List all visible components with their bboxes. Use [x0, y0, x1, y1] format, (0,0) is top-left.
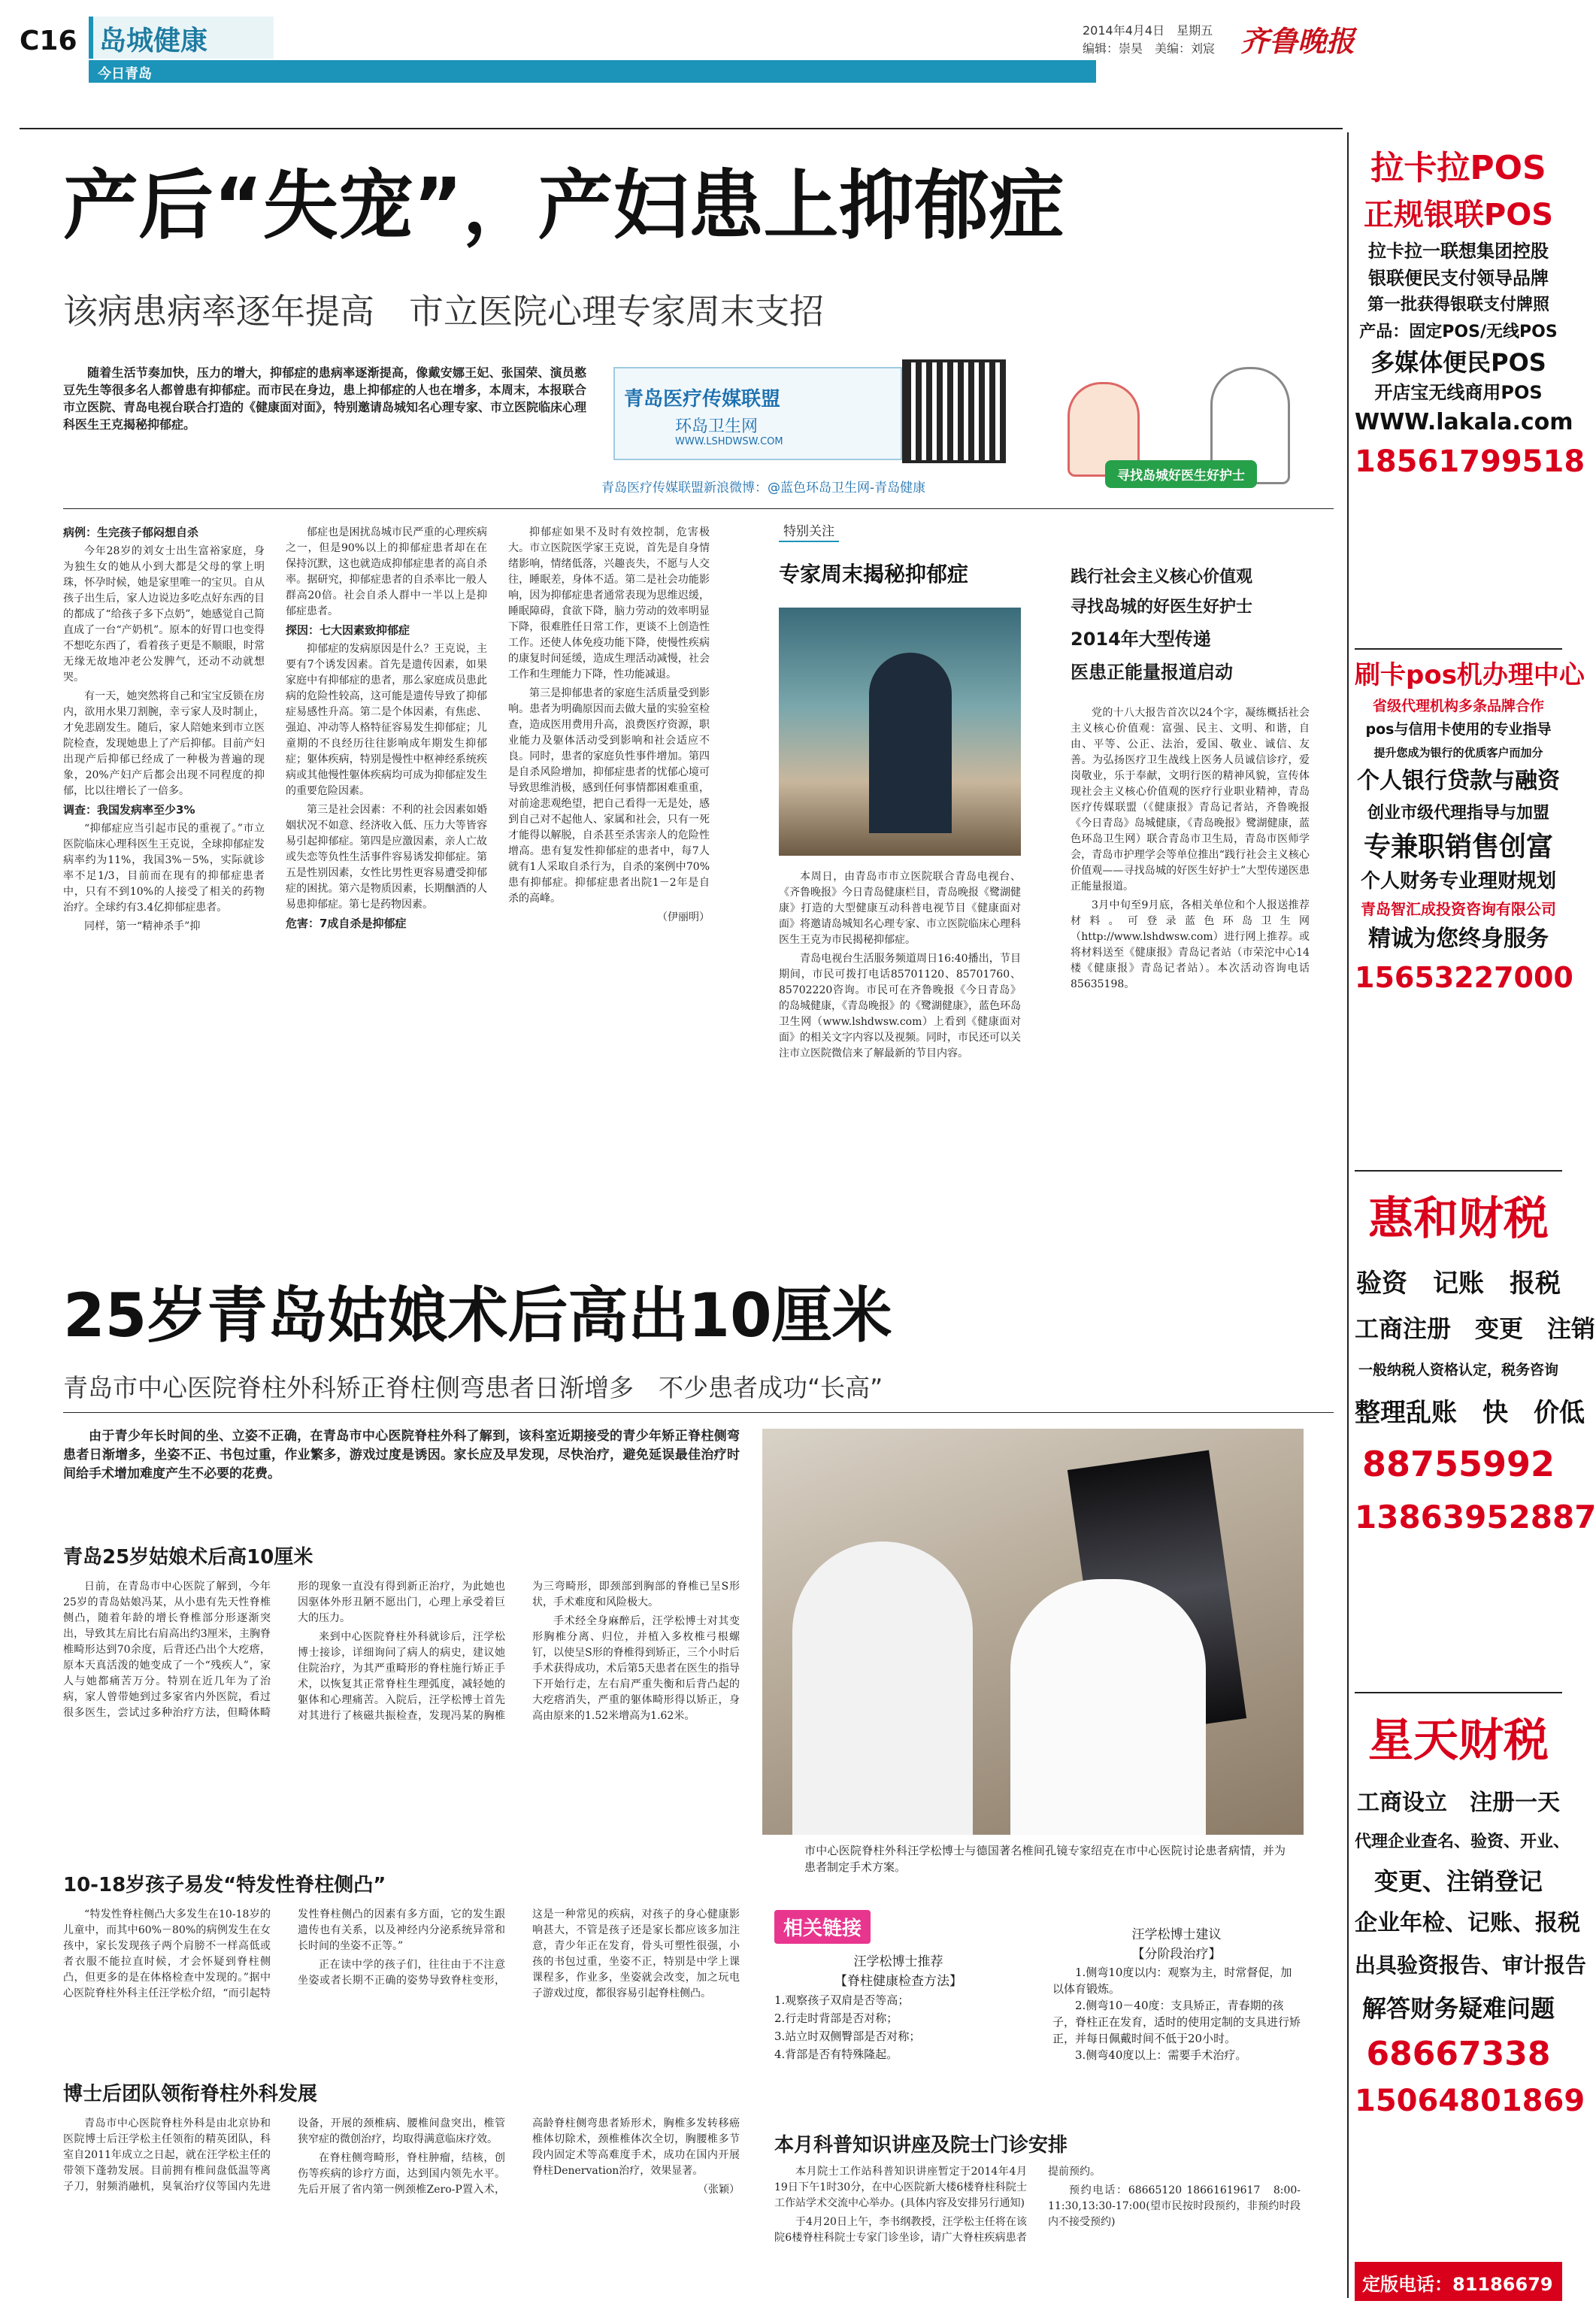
page-header	[0, 0, 1582, 89]
ad-separator	[1355, 1692, 1562, 1693]
expert-tv-photo	[779, 608, 1021, 856]
caption-text: 市中心医院脊柱外科汪学松博士与德国著名椎间孔镜专家绍克在市中心医院讨论患者病情，并为患者制定手术方案。	[804, 1844, 1286, 1874]
pos-ad-line: 创业市级代理指导与加盟	[1367, 804, 1549, 823]
article1-col5	[1071, 705, 1310, 996]
pos-ad-line: 专兼职销售创富	[1363, 832, 1553, 862]
section-subtitle-bar	[89, 60, 1096, 83]
col2-para: 郁症也是困扰岛城市民严重的心理疾病之一，但是90%以上的抑郁症患者却在在保持沉默，这也就造成抑郁症患者的高自杀率。据研究，抑郁症患者的自杀率比一般人群高20倍。社会自杀人群中一半以上是抑郁症患者。	[286, 526, 487, 617]
weibo-line: 青岛医疗传媒联盟新浪微博：@蓝色环岛卫生网-青岛健康	[601, 480, 926, 496]
a2-author: （张颖）	[698, 2184, 740, 2196]
article2-headline: 25岁青岛姑娘术后高出10厘米	[63, 1281, 892, 1351]
issue-date: 2014年4月4日 星期五	[1083, 23, 1213, 38]
section-subtitle: 今日青岛	[98, 66, 152, 82]
a2-section1	[63, 1579, 740, 1724]
col1-para: 有一天，她突然将自己和宝宝反锁在房内，欲用水果刀割腕，幸亏家人及时制止，才免悲剧发生。随后，家人陪她来到市立医院检查，发现她患上了产后抑郁。目前产妇出现产后抑郁已经成了一种极为普遍的现象，20%产妇产后都会出现不同程度的抑郁，比以往增长了一倍多。	[63, 690, 265, 797]
pos-ad-line: pos与信用卡使用的专业指导	[1365, 721, 1552, 738]
page-number: C16	[20, 26, 77, 56]
col5-title-line: 医患正能量报道启动	[1071, 662, 1233, 683]
article2-divider	[63, 1412, 1334, 1413]
pos-ad-line: 个人银行贷款与融资	[1357, 768, 1560, 794]
huihe-ad-line: 工商注册 变更 注销	[1355, 1314, 1596, 1343]
a2-heading3: 博士后团队领衔脊柱外科发展	[63, 2083, 318, 2105]
section-title: 岛城健康	[99, 26, 208, 56]
tips1-box	[774, 1952, 1022, 2063]
tips1-item: 2.行走时背部是否对称；	[774, 2011, 898, 2025]
huihe-ad-phone: 13863952887	[1355, 1499, 1596, 1535]
huihe-ad-phone: 88755992	[1361, 1444, 1555, 1484]
tips2-item: 2.侧弯10－40度：支具矫正，青春期的孩子，脊柱正在发育，适时的使用定制的支具进行矫正，并每日佩戴时间不低于20小时。	[1052, 1999, 1301, 2045]
xingtian-ad-line: 企业年检、记账、报税	[1355, 1910, 1580, 1936]
tips2-subtitle: 【分阶段治疗】	[1131, 1947, 1222, 1962]
notice-title: 本月科普知识讲座及院士门诊安排	[774, 2134, 1068, 2157]
col1-para: 同样，第一“精神杀手”抑	[84, 920, 201, 932]
article1-intro	[63, 364, 586, 436]
notice-para: 预约电话：68665120 18661619617 8:00-11:30,13:30-17:00(望市民按时段预约，非预约时段内不接受预约)	[1048, 2184, 1301, 2228]
qr-code-icon	[902, 359, 1006, 463]
pos-ad-phone: 15653227000	[1355, 961, 1573, 994]
expert-figure	[869, 653, 952, 833]
col5-title-block	[1071, 562, 1326, 689]
col1-para: 今年28岁的刘女士出生富裕家庭，身为独生女的她从小到大都是父母的掌上明珠，怀孕时候，她是家里唯一的宝贝。自从孩子出生后，家人边说边多吃点好东西的目的都成了“给孩子多下点奶”，她感觉自己简直成了一台“产奶机”。原本的好胃口也变得不想吃东西了，看着孩子更是不顺眼，时常无缘无故地冲老公发脾气，还动不动就想哭。	[63, 545, 265, 684]
col2-para: 抑郁症的发病原因是什么？王克说，主要有7个诱发因素。首先是遗传因素，如果家庭中有抑郁症的患者，那么家庭成员患此病的危险性较高，这可能是遗传导致了抑郁症易感性升高。第二是个体因素，有焦虑、强迫、冲动等人格特征容易发生抑郁症；儿童期的不良经历往往影响成年期发生抑郁症；躯体疾病，特别是慢性中枢神经系统疾病或其他慢性躯体疾病均可成为抑郁症发生的重要危险因素。	[286, 643, 487, 797]
article1-col4	[779, 869, 1021, 1065]
tips1-subtitle: 【脊柱健康检查方法】	[834, 1974, 962, 1989]
huihe-ad-line: 惠和财税	[1368, 1193, 1549, 1245]
col5-para: 党的十八大报告首次以24个字，凝练概括社会主义核心价值观：富强、民主、文明、和谐，自由、平等、公正、法治，爱国、敬业、诚信、友善。为弘扬医疗卫生战线上医务人员诚信诊疗，爱岗敬业，乐于奉献，文明行医的精神风貌，宣传体现社会主义核心价值观的医疗行业职业精神，青岛医疗传媒联盟（《健康报》青岛记者站，齐鲁晚报《今日青岛》岛城健康，《青岛晚报》鹭湖健康，蓝色环岛卫生网）联合青岛市卫生局，青岛市医师学会，青岛市护理学会等单位推出“践行社会主义核心价值观——寻找岛城的好医生好护士”大型传递医患正能量报道。	[1071, 707, 1310, 893]
tips2-title: 汪学松博士建议	[1131, 1927, 1222, 1942]
xingtian-ad-line: 出具验资报告、审计报告	[1355, 1953, 1587, 1978]
tips1-item: 3.站立时双侧臀部是否对称；	[774, 2030, 921, 2043]
alliance-logo-text: 青岛医疗传媒联盟	[624, 388, 781, 411]
col3-para: 抑郁症如果不及时有效控制，危害极大。市立医院医学家王克说，首先是自身情绪影响，情绪低落，兴趣丧失，不愿与人交往，睡眠差，身体不适。第二是社会功能影响，因为抑郁症患者通常表现为思维迟缓，睡眠障碍，食欲下降，脑力劳动的效率明显下降，很难胜任日常工作，更谈不上创造性工作。还使人体免疫功能下降，使慢性疾病的康复时间延缓，造成生理活动减慢，社会工作和生理能力下降，性功能减退。	[508, 526, 710, 681]
col2-heading2: 危害：7成自杀是抑郁症	[286, 917, 407, 930]
article1-col1	[63, 525, 265, 938]
huihe-ad-line: 一般纳税人资格认定，税务咨询	[1358, 1362, 1558, 1378]
xingtian-ad-phone: 15064801869	[1355, 2084, 1585, 2118]
a2-s3-para: 青岛市中心医院脊柱外科是由北京协和医院博士后汪学松主任领衔的精英团队，科室自2011年成立之日起，就在汪学松主任的带领下蓬勃发展。目前拥有椎间盘低温等离子刀，射频消融机，臭氧治疗仪等国内先进设备，开展的颈椎病、腰椎间盘突出，椎管狭窄症的微创治疗，均取得满意临床疗效。	[63, 2117, 505, 2193]
xingtian-tax-ad	[1355, 1699, 1587, 2253]
a2-s1-para: 手术经全身麻醉后，汪学松博士对其变形胸椎分离、归位，并植入多枚椎弓根螺钉，以使呈S形的脊椎得到矫正，三个小时后手术获得成功，术后第5天患者在医生的指导下开始行走，左右肩严重失衡和后背凸起的大疙瘩消失，严重的躯体畸形得以矫正，身高由原来的1.52米增高为1.62米。	[532, 1615, 740, 1722]
photo-caption	[804, 1842, 1286, 1878]
alliance-sub-text: 环岛卫生网	[675, 417, 759, 436]
a2-s3-para: 在脊柱侧弯畸形，脊柱肿瘤，结核，创伤等疾病的诊疗方面，达到国内领先水平。先后开展了省内第一例颈椎Zero-P置入术，高龄脊柱侧弯患者矫形术，胸椎多发转移癌椎体切除术，颈椎椎体次全切，胸腰椎多节段内固定术等高难度手术，成功在国内开展脊柱Denervation治疗，效果显著。	[298, 2117, 740, 2196]
col4-para: 青岛电视台生活服务频道周日16:40播出，节目期间，市民可拨打电话85701120、85701760、85702220咨询。市民可在齐鲁晚报《今日青岛》的岛城健康，《青岛晚报》的《鹭湖健康》，蓝色环岛卫生网（www.lshdwsw.com）上看到《健康面对面》的相关文字内容以及视频。同时，市民还可以关注市立医院微信来了解最新的节目内容。	[779, 953, 1021, 1059]
special-focus-kicker: 特别关注	[779, 519, 839, 542]
tips2-item: 1.侧弯10度以内：观察为主，时常督促，加以体育锻炼。	[1052, 1966, 1292, 1996]
article1-headline: 产后“失宠”，产妇患上抑郁症	[63, 162, 1065, 250]
newspaper-logo: 齐鲁晚报	[1240, 24, 1355, 58]
intro-text: 随着生活节奏加快，压力的增大，抑郁症的患病率逐渐提高，像戴安娜王妃、张国荣、演员憨豆先生等很多名人都曾患有抑郁症。而市民在身边，患上抑郁症的人也在增多，本周末，本报联合市立医院、青岛电视台联合打造的《健康面对面》，特别邀请岛城知名心理专家、市立医院临床心理科医生王克揭秘抑郁症。	[63, 365, 587, 432]
article1-subhead: 该病患病率逐年提高 市立医院心理专家周末支招	[63, 291, 824, 332]
xingtian-ad-line: 星天财税	[1368, 1714, 1549, 1767]
notice-body	[774, 2164, 1301, 2246]
xingtian-ad-line: 代理企业查名、验资、开业、	[1355, 1833, 1570, 1851]
lakala-ad-line: 产品：固定POS/无线POS	[1359, 323, 1558, 341]
lakala-ad-line: WWW.lakala.com	[1355, 409, 1573, 435]
ad-hotline: 定版电话：81186679	[1362, 2274, 1553, 2295]
article1-col3	[508, 525, 710, 929]
alliance-url: WWW.LSHDWSW.COM	[675, 436, 783, 447]
tips1-item: 1.观察孩子双肩是否等高；	[774, 1993, 910, 2007]
col5-title-line: 践行社会主义核心价值观	[1071, 568, 1253, 587]
huihe-ad-line: 验资 记账 报税	[1356, 1269, 1561, 1299]
a2-heading2: 10-18岁孩子易发“特发性脊柱侧凸”	[63, 1874, 386, 1896]
ad-separator	[1355, 1170, 1562, 1172]
a2-s1-para: 来到中心医院脊柱外科就诊后，汪学松博士接诊，详细询问了病人的病史，建议她住院治疗，为其严重畸形的脊柱施行矫正手术，以恢复其正常脊柱生理弧度，减轻她的躯体和心理痛苦。入院后，汪学松博士首先对其进行了核磁共振检查，发现冯某的胸椎为三弯畸形，即颈部到胸部的脊椎已呈S形状，手术难度和风险极大。	[298, 1581, 740, 1722]
pos-ad-line: 刷卡pos机办理中心	[1355, 660, 1585, 690]
pos-ad-line: 精诚为您终身服务	[1368, 926, 1549, 952]
pos-ad-line: 个人财务专业理财规划	[1360, 870, 1556, 893]
lakala-ad-line: 第一批获得银联支付牌照	[1367, 296, 1549, 314]
header-rule	[20, 128, 1343, 129]
ad-separator	[1355, 648, 1562, 650]
col1-heading1: 病例：生完孩子郁闷想自杀	[63, 526, 199, 539]
article1-col2	[286, 525, 487, 935]
article2-lead	[63, 1427, 740, 1487]
huihe-tax-ad	[1355, 1178, 1596, 1689]
a2-s2-para: “特发性脊柱侧凸大多发生在10-18岁的儿童中，而其中60%－80%的病例发生在女孩中，家长发现孩子两个肩膀不一样高低或者衣服不能拉直时候，才会怀疑到脊柱侧凸，但更多的是在体格检查中发现的。”据中心医院脊柱外科主任汪学松介绍，“而引起特发性脊柱侧凸的因素有多方面，它的发生跟遗传也有关系，以及神经内分泌系统异常和长时间的坐姿不正等。”	[63, 1908, 505, 1999]
a2-s1-para: 日前，在青岛市中心医院了解到，今年25岁的青岛姑娘冯某，从小患有先天性脊椎侧凸，随着年龄的增长脊椎部分形逐渐突出，导致其左肩比右肩高出约3厘米，主胸脊椎畸形达到70余度，后背还凸出个大疙瘩，原本天真活泼的她变成了一个“残疾人”，家人与她都痛苦万分。特别在近几年为了治病，家人曾带她到过多家省内外医院，看过很多医生，尝试过多种治疗方法，但畸体畸形的现象一直没有得到新正治疗，为此她也因驱体外形丑陋不愿出门，心理上承受着巨大的压力。	[63, 1581, 505, 1719]
col2-heading1: 探因：七大因素致抑郁症	[286, 623, 410, 637]
xingtian-ad-phone: 68667338	[1366, 2035, 1551, 2073]
tips2-box	[1052, 1925, 1301, 2063]
col4-para: 本周日，由青岛市市立医院联合青岛电视台、《齐鲁晚报》今日青岛健康栏目，青岛晚报《鹭湖健康》打造的大型健康互动科普电视节目《健康面对面》将邀请岛城知名心理专家、市立医院临床心理科医生王克为市民揭秘抑郁症。	[779, 871, 1021, 946]
related-link-badge: 相关链接	[774, 1910, 871, 1944]
lakala-ad	[1355, 144, 1585, 641]
xingtian-ad-line: 变更、注销登记	[1373, 1867, 1543, 1896]
editors: 编辑：崇昊 美编：刘宸	[1083, 41, 1216, 56]
a2-s2-para: 正在读中学的孩子们，往往由于不注意坐姿或者长期不正确的姿势导致脊柱变形，这是一种常见的疾病，对孩子的身心健康影响甚大，不管是孩子还是家长都应该多加注意，青少年正在发育，骨头可塑性很强，小孩的书包过重，坐姿不正，特别是中学上课课程多，作业多，坐姿就会改变，加之玩电子游戏过度，都很容易引起脊柱侧凸。	[298, 1908, 740, 1999]
pos-ad-line: 青岛智汇成投资咨询有限公司	[1361, 900, 1556, 918]
article2-subhead: 青岛市中心医院脊柱外科矫正脊柱侧弯患者日渐增多 不少患者成功“长高”	[63, 1373, 883, 1402]
doctors-xray-photo	[762, 1429, 1304, 1835]
col5-para: 3月中旬至9月底，各相关单位和个人报送推荐材料。可登录蓝色环岛卫生网（http://www.lshdwsw.com）进行网上推荐。或将材料送至《健康报》青岛记者站（市荣沱中心14楼《健康报》青岛记者站）。本次活动咨询电话85635198。	[1071, 899, 1310, 990]
lakala-ad-phone: 18561799518	[1355, 444, 1585, 479]
lakala-ad-line: 开店宝无线商用POS	[1374, 382, 1543, 403]
col1-heading2: 调查：我国发病率至少3%	[63, 803, 195, 817]
doctor-left-figure	[792, 1541, 973, 1835]
tips1-item: 4.背部是否有特殊隆起。	[774, 2048, 898, 2061]
col4-title: 专家周末揭秘抑郁症	[779, 562, 969, 587]
notice-para: 本月院士工作站科普知识讲座暂定于2014年4月19日下午1时30分，在中心医院新大楼6楼脊柱科院士工作站学术交流中心举办。(具体内容及安排另行通知)	[774, 2166, 1027, 2209]
col3-author: （伊丽明）	[657, 911, 710, 923]
pos-ad-line: 提升您成为银行的优质客户而加分	[1373, 746, 1543, 759]
a2-heading1: 青岛25岁姑娘术后高10厘米	[63, 1546, 313, 1569]
tips1-title: 汪学松博士推荐	[853, 1954, 943, 1969]
article1-divider	[63, 508, 1334, 509]
pos-ad-line: 省级代理机构多条品牌合作	[1372, 698, 1544, 714]
col1-para: “抑郁症应当引起市民的重视了。”市立医院临床心理科医生王克说，全球抑郁症发病率约为11%，我国3%－5%，实际就诊率不足1/3，目前而在现有的抑郁症患者中，只有不到10%的人接受了相关的药物治疗。全球约有3.4亿抑郁症患者。	[63, 823, 265, 914]
lakala-ad-line: 拉卡拉一联想集团控股	[1368, 241, 1549, 262]
lakala-ad-line: 多媒体便民POS	[1370, 348, 1546, 377]
lakala-ad-line: 正规银联POS	[1363, 198, 1554, 232]
alliance-logo-box	[613, 367, 902, 460]
banner-text: 寻找岛城好医生好护士	[1105, 460, 1257, 488]
col5-title-line: 2014年大型传递	[1071, 629, 1211, 650]
xingtian-ad-line: 工商设立 注册一天	[1357, 1790, 1560, 1816]
col3-para: 第三是抑郁患者的家庭生活质量受到影响。患者为明确原因而去做大量的实验室检查，造成医用费用升高，浪费医疗资源，职业能力及躯体活动受到影响和社会适应不良。同时，患者的家庭负性事件增加。第四是自杀风险增加，抑郁症患者的忧郁心境可导致思维消极，感到任何事情都困难重重，对前途悲观绝望，把自己看得一无是处，感到自己对不起他人、家属和社会，只有一死才能得以解脱，自杀甚至杀害亲人的危险性增高。患有复发性抑郁症的患者中，每7人就有1人采取自杀行为，自杀的案例中70%患有抑郁症。抑郁症患者出院1－2年是自杀的高峰。	[508, 687, 710, 905]
tips2-item: 3.侧弯40度以上：需要手术治疗。	[1075, 2048, 1247, 2062]
pos-ad	[1355, 656, 1585, 1167]
notice-para: 于4月20日上午，李书纲教授，汪学松主任将在该院6楼脊柱科院士专家门诊坐诊，请广大脊柱疾病患者提前预约。	[774, 2166, 1101, 2244]
lakala-ad-line: 拉卡拉POS	[1370, 149, 1546, 187]
a2-section2	[63, 1907, 740, 2002]
col2-para: 第三是社会因素：不利的社会因素如婚姻状况不如意、经济收入低、压力大等皆容易引起抑郁症。第四是应激因素，亲人亡故或失恋等负性生活事件容易诱发抑郁症。第五是性别因素，女性比男性更容易遭受抑郁症的困扰。第六是物质因素，长期酗酒的人易患抑郁症。第七是药物因素。	[286, 804, 487, 911]
lakala-ad-line: 银联便民支付领导品牌	[1368, 268, 1549, 289]
a2-section3	[63, 2116, 740, 2198]
doctor-right-figure	[1010, 1579, 1206, 1835]
huihe-ad-line: 整理乱账 快 价低	[1355, 1398, 1585, 1428]
xingtian-ad-line: 解答财务疑难问题	[1361, 1994, 1555, 2023]
col5-title-line: 寻找岛城的好医生好护士	[1071, 598, 1253, 617]
lead-text: 由于青少年长时间的坐、立姿不正确，在青岛市中心医院脊柱外科了解到，该科室近期接受的青少年矫正脊柱侧弯患者日渐增多，坐姿不正、书包过重，作业繁多，游戏过度是诱因。家长应及早发现，尽快治疗，避免延误最佳治疗时间给手术增加难度产生不必要的花费。	[63, 1429, 740, 1481]
good-doctor-banner	[1060, 367, 1293, 502]
